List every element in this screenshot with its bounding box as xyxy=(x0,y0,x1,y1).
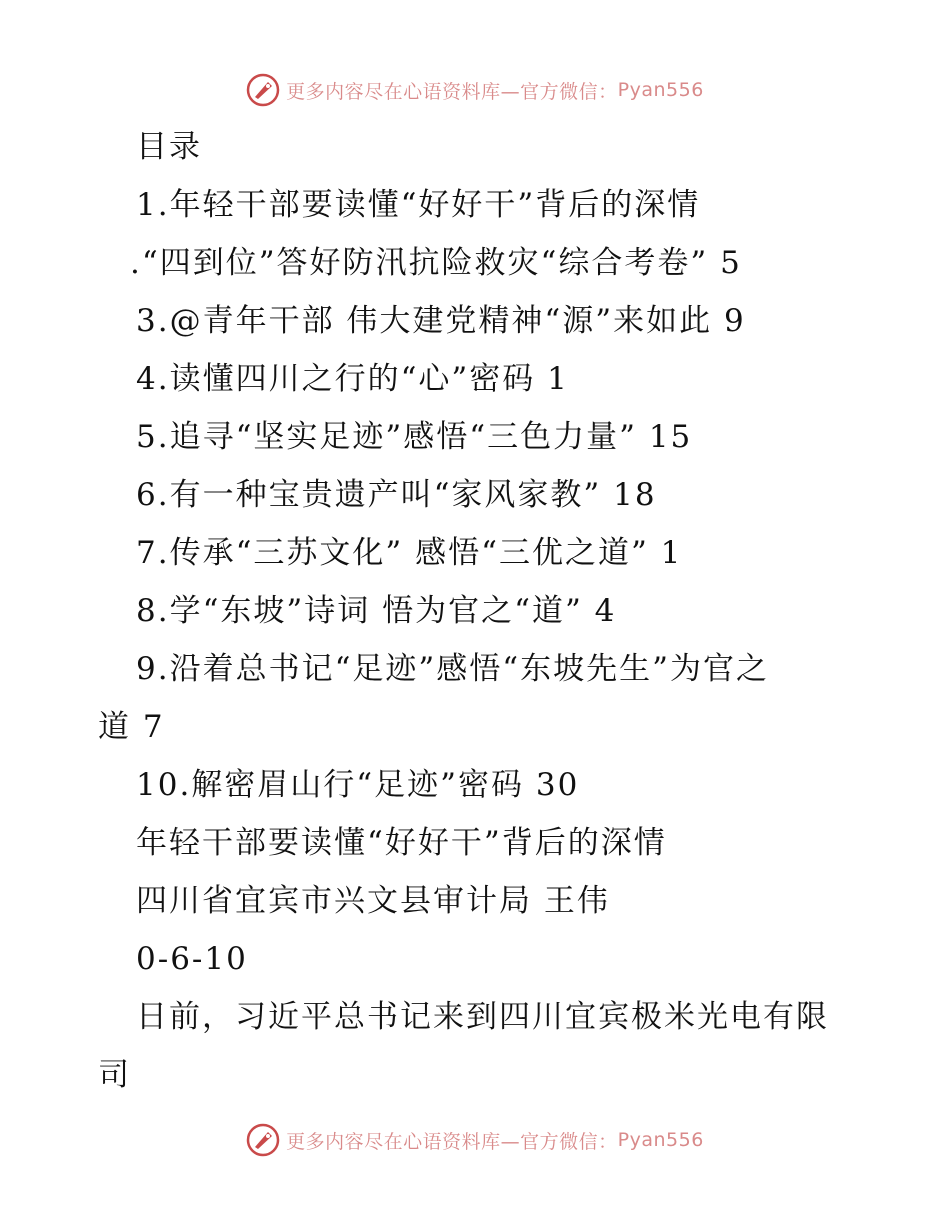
article-author: 四川省宜宾市兴文县审计局 王伟 xyxy=(136,883,610,919)
toc-heading: 目录 xyxy=(136,129,202,165)
document-body xyxy=(0,118,950,1104)
header-watermark xyxy=(0,70,950,110)
toc-item-1: 1.年轻干部要读懂“好好干”背后的深情 xyxy=(136,187,701,223)
header-watermark-text: 更多内容尽在心语资料库—官方微信： xyxy=(286,80,618,103)
toc-item-5: 5.追寻“坚实足迹”感悟“三色力量” 15 xyxy=(136,419,693,455)
article-paragraph-continued: 司 xyxy=(98,1057,131,1093)
toc-item-7: 7.传承“三苏文化” 感悟“三优之道” 1 xyxy=(136,535,683,571)
toc-item-8: 8.学“东坡”诗词 悟为官之“道” 4 xyxy=(136,593,617,629)
article-title: 年轻干部要读懂“好好干”背后的深情 xyxy=(136,825,667,861)
pen-nib-logo-icon xyxy=(246,73,280,107)
toc-item-6: 6.有一种宝贵遗产叫“家风家教” 18 xyxy=(136,477,657,513)
footer-watermark-text: 更多内容尽在心语资料库—官方微信： xyxy=(286,1130,618,1153)
article-paragraph: 日前，习近平总书记来到四川宜宾极米光电有限 xyxy=(136,999,829,1035)
toc-item-10: 10.解密眉山行“足迹”密码 30 xyxy=(136,767,580,803)
footer-watermark-wechat: Pyan556 xyxy=(617,1129,704,1151)
toc-item-3: 3.@青年干部 伟大建党精神“源”来如此 9 xyxy=(136,303,746,339)
article-date: 0-6-10 xyxy=(136,941,248,977)
header-watermark-wechat: Pyan556 xyxy=(617,79,704,101)
footer-watermark xyxy=(0,1120,950,1160)
pen-nib-logo-icon xyxy=(246,1123,280,1157)
toc-item-4: 4.读懂四川之行的“心”密码 1 xyxy=(136,361,569,397)
toc-item-2: .“四到位”答好防汛抗险救灾“综合考卷” 5 xyxy=(130,245,742,281)
toc-item-9-continued: 道 7 xyxy=(98,709,165,745)
toc-item-9: 9.沿着总书记“足迹”感悟“东坡先生”为官之 xyxy=(136,651,769,687)
